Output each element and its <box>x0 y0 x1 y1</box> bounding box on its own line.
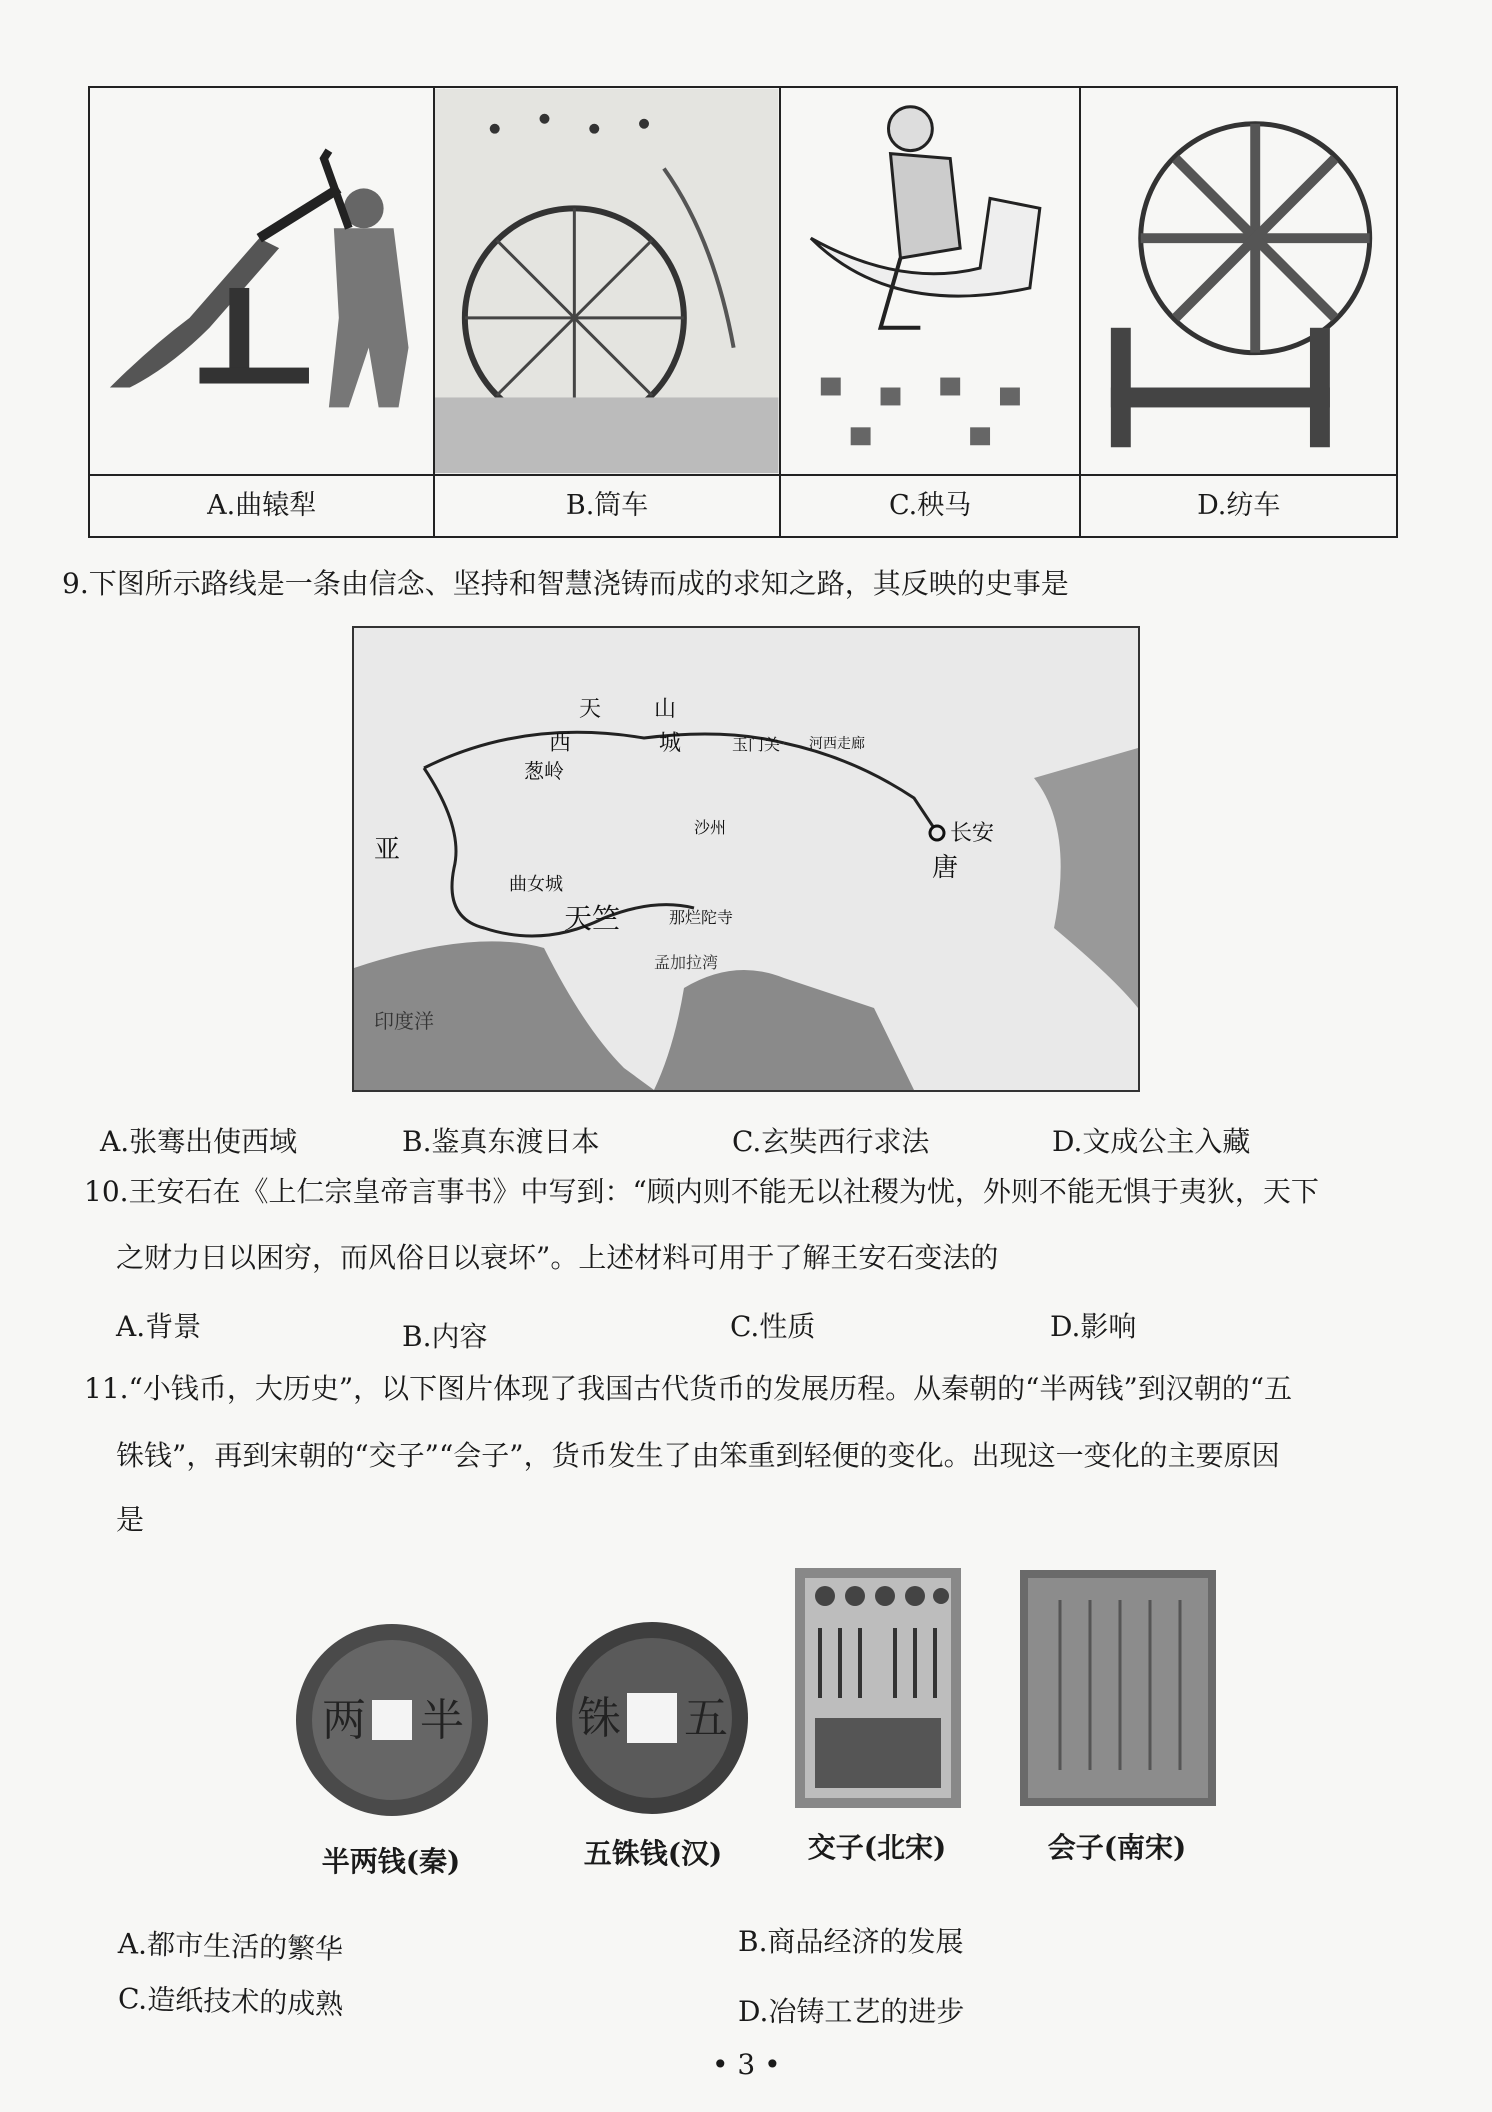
wuzhu-glyph-wu: 五 <box>684 1693 728 1744</box>
plough-illustration <box>90 88 433 474</box>
tools-table <box>88 86 1398 538</box>
tool-caption-c: C.秧马 <box>780 475 1081 537</box>
tool-cell-waterwheel <box>434 87 779 475</box>
xuanzang-route-map <box>352 626 1140 1092</box>
q11-line-3: 是 <box>116 1503 145 1536</box>
map-label-tianzhu: 天竺 <box>564 902 621 935</box>
page-number: • 3 • <box>712 2048 781 2081</box>
wuzhu-coin-image <box>552 1618 752 1818</box>
q11-option-b: B.商品经济的发展 <box>738 1925 964 1958</box>
q11-line-1: 11.“小钱币，大历史”，以下图片体现了我国古代货币的发展历程。从秦朝的“半两钱”到汉朝的“五 <box>84 1372 1293 1405</box>
tool-caption-a: A.曲辕犁 <box>89 475 434 537</box>
map-label-tang: 唐 <box>932 853 959 883</box>
coin-caption-banliang: 半两钱(秦) <box>321 1845 461 1878</box>
q9-stem: 9.下图所示路线是一条由信念、坚持和智慧浇铸而成的求知之路，其反映的史事是 <box>62 567 1069 600</box>
coin-caption-huizi: 会子(南宋) <box>1047 1831 1187 1864</box>
jiaozi-note-image <box>795 1568 961 1808</box>
q11-line-2: 铢钱”，再到宋朝的“交子”“会子”，货币发生了由笨重到轻便的变化。出现这一变化的主要原因 <box>116 1439 1280 1472</box>
q9-option-b: B.鉴真东渡日本 <box>402 1125 600 1158</box>
tool-caption-b: B.筒车 <box>434 475 779 537</box>
spinning-wheel-illustration <box>1081 88 1396 474</box>
q11-option-a: A.都市生活的繁华 <box>117 1927 344 1966</box>
map-label-changan: 长安 <box>950 821 995 846</box>
map-label-congling: 葱岭 <box>524 759 564 783</box>
q9-option-d: D.文成公主入藏 <box>1052 1125 1251 1158</box>
seedling-horse-illustration <box>781 88 1080 474</box>
map-label-bengal: 孟加拉湾 <box>654 953 719 972</box>
map-label-xi: 西 <box>549 731 572 756</box>
q10-option-b: B.内容 <box>402 1320 488 1353</box>
map-label-tian: 天 <box>579 697 602 722</box>
map-label-nalanduo: 那烂陀寺 <box>669 908 734 927</box>
coin-caption-wuzhu: 五铢钱(汉) <box>583 1837 723 1870</box>
coin-caption-jiaozi: 交子(北宋) <box>807 1831 947 1864</box>
map-label-hexi: 河西走廊 <box>809 736 865 752</box>
q9-option-a: A.张骞出使西域 <box>100 1125 298 1158</box>
banliang-glyph-ban: 半 <box>420 1695 464 1746</box>
q10-line-1: 10.王安石在《上仁宗皇帝言事书》中写到：“顾内则不能无以社稷为忧，外则不能无惧于夷狄，天下 <box>84 1175 1319 1208</box>
tool-cell-spinning-wheel <box>1080 87 1397 475</box>
q11-option-c: C.造纸技术的成熟 <box>117 1982 344 2021</box>
q9-option-c: C.玄奘西行求法 <box>732 1125 930 1158</box>
tool-cell-plough <box>89 87 434 475</box>
map-label-qunvcheng: 曲女城 <box>509 874 563 895</box>
wuzhu-glyph-zhu: 铢 <box>577 1693 621 1744</box>
map-label-yumenguan: 玉门关 <box>732 735 781 754</box>
q10-option-c: C.性质 <box>730 1310 816 1343</box>
map-label-cheng: 城 <box>659 731 682 756</box>
q10-line-2: 之财力日以困穷，而风俗日以衰坏”。上述材料可用于了解王安石变法的 <box>116 1241 999 1274</box>
q10-option-d: D.影响 <box>1050 1310 1137 1343</box>
map-label-shan: 山 <box>654 697 677 722</box>
huizi-note-image <box>1020 1570 1216 1806</box>
q10-option-a: A.背景 <box>116 1310 202 1343</box>
waterwheel-illustration <box>435 88 778 474</box>
map-label-ya: 亚 <box>374 835 401 865</box>
tool-cell-seedling-horse <box>780 87 1081 475</box>
banliang-coin-image <box>292 1620 492 1820</box>
map-label-indian-ocean: 印度洋 <box>374 1009 434 1033</box>
map-label-shazhou: 沙州 <box>694 818 727 837</box>
tool-caption-d: D.纺车 <box>1080 475 1397 537</box>
banliang-glyph-liang: 两 <box>322 1695 366 1746</box>
q11-option-d: D.冶铸工艺的进步 <box>738 1995 965 2028</box>
